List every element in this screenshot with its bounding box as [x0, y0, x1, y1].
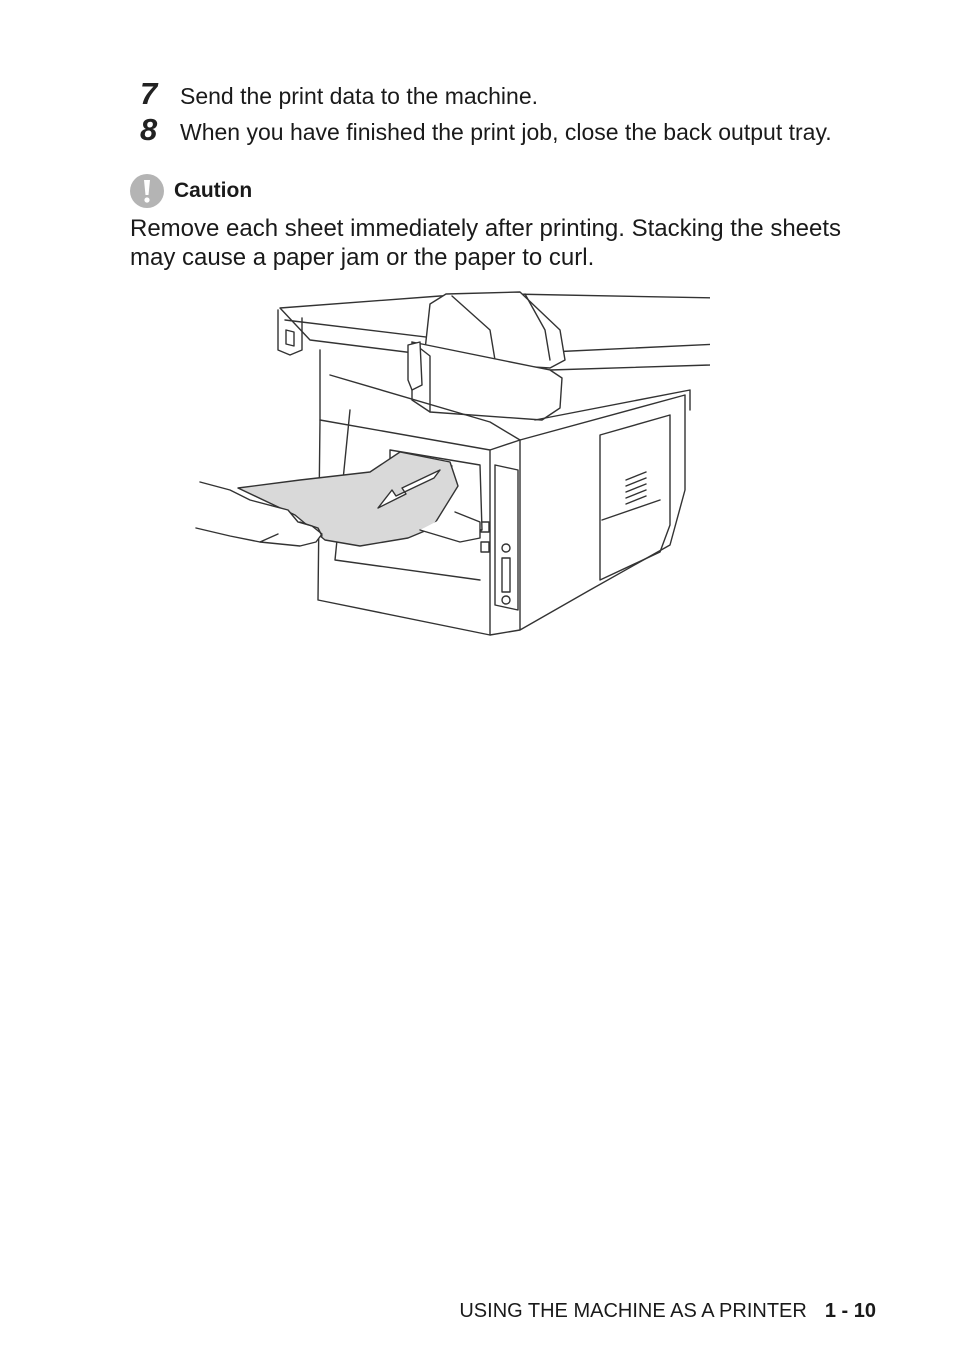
- step-number: 8: [140, 112, 158, 147]
- page-footer: [459, 1300, 876, 1323]
- step-text: Send the print data to the machine.: [180, 83, 539, 109]
- caution-label: Caution: [174, 179, 253, 202]
- footer-section: USING THE MACHINE AS A PRINTER: [459, 1300, 807, 1322]
- footer-page-number: 1 - 10: [824, 1300, 876, 1322]
- caution-header: [130, 174, 252, 208]
- step-8: [140, 112, 832, 148]
- step-number: 7: [140, 76, 158, 111]
- printer-illustration: [190, 290, 710, 640]
- caution-body: Remove each sheet immediately after printing. Stacking the sheets may cause a paper jam or the paper to curl.: [130, 215, 842, 271]
- step-text: When you have finished the print job, close the back output tray.: [180, 119, 832, 145]
- step-7: [140, 76, 538, 112]
- exclamation-icon: [130, 174, 164, 208]
